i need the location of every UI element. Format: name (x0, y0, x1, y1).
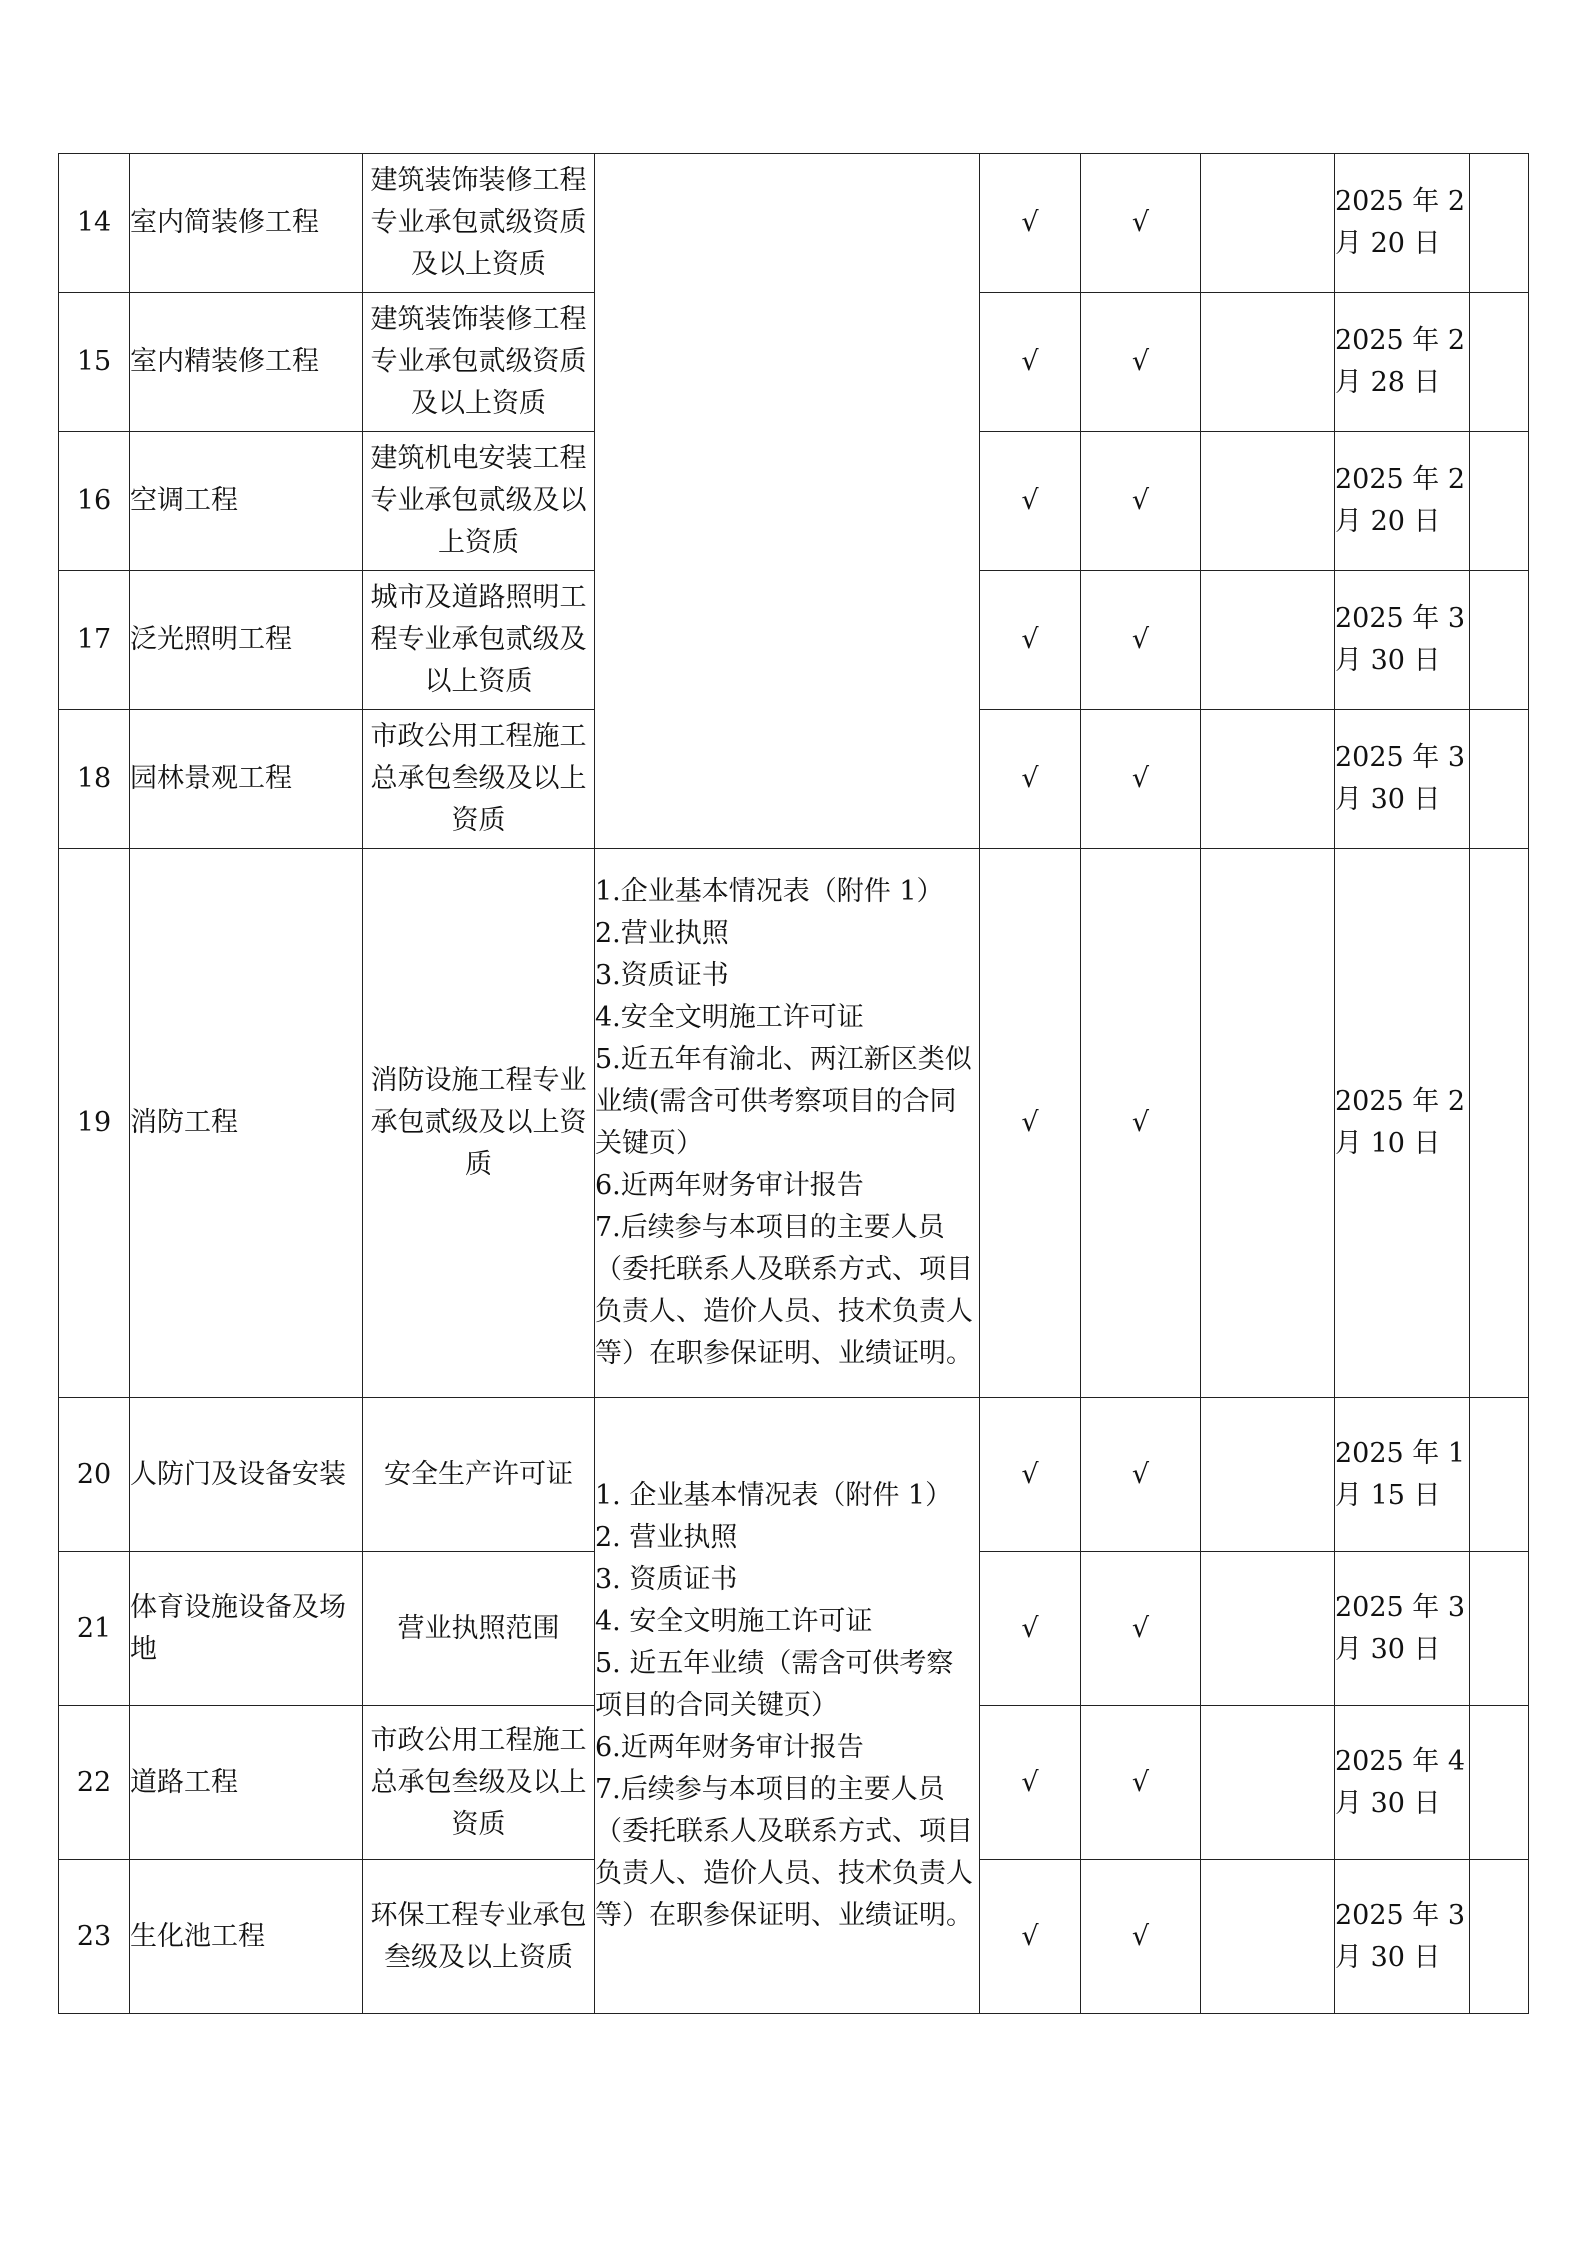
qualification: 建筑机电安装工程专业承包贰级及以上资质 (363, 432, 595, 571)
project-name: 道路工程 (130, 1706, 363, 1860)
project-name: 人防门及设备安装 (130, 1398, 363, 1552)
qualification: 城市及道路照明工程专业承包贰级及以上资质 (363, 571, 595, 710)
check-mark: √ (1081, 1552, 1201, 1706)
deadline-date (1335, 293, 1470, 432)
check-mark: √ (980, 432, 1081, 571)
date-line-2: 月 30 日 (1335, 1633, 1441, 1665)
date-line-1: 2025 年 2 (1335, 325, 1466, 356)
check-mark: √ (1081, 432, 1201, 571)
date-line-2: 月 20 日 (1335, 506, 1441, 537)
check-mark: √ (980, 1398, 1081, 1552)
check-mark: √ (1081, 1398, 1201, 1552)
row-index: 23 (59, 1860, 130, 2014)
date-line-2: 月 30 日 (1335, 1941, 1441, 1973)
qualification: 建筑装饰装修工程专业承包贰级资质及以上资质 (363, 154, 595, 293)
table-row (59, 154, 1529, 293)
doc-item: 7.后续参与本项目的主要人员（委托联系人及联系方式、项目负责人、造价人员、技术负责人等）在职参保证明、业绩证明。 (595, 1773, 973, 1931)
docs-cell-empty (595, 154, 980, 849)
tender-requirements-table (58, 153, 1529, 2014)
deadline-date (1335, 849, 1470, 1398)
check-mark: √ (1081, 1860, 1201, 2014)
deadline-date (1335, 1398, 1470, 1552)
deadline-date (1335, 154, 1470, 293)
date-line-1: 2025 年 2 (1335, 186, 1466, 217)
date-line-1: 2025 年 3 (1335, 603, 1466, 634)
blank-cell (1201, 571, 1335, 710)
project-name: 泛光照明工程 (130, 571, 363, 710)
remark-cell (1470, 154, 1529, 293)
row-index: 17 (59, 571, 130, 710)
deadline-date (1335, 432, 1470, 571)
qualification: 市政公用工程施工总承包叁级及以上资质 (363, 710, 595, 849)
date-line-1: 2025 年 1 (1335, 1437, 1466, 1469)
doc-item: 5.近五年有渝北、两江新区类似业绩(需含可供考察项目的合同关键页） (595, 1044, 972, 1159)
required-documents (595, 849, 980, 1398)
check-mark: √ (1081, 849, 1201, 1398)
doc-item: 6.近两年财务审计报告 (595, 1170, 864, 1201)
doc-item: 6.近两年财务审计报告 (595, 1731, 864, 1763)
check-mark: √ (1081, 710, 1201, 849)
date-line-1: 2025 年 3 (1335, 1899, 1466, 1931)
doc-item: 1.企业基本情况表（附件 1） (595, 876, 944, 907)
remark-cell (1470, 1860, 1529, 2014)
project-name: 室内简装修工程 (130, 154, 363, 293)
check-mark: √ (980, 1706, 1081, 1860)
remark-cell (1470, 1706, 1529, 1860)
deadline-date (1335, 1860, 1470, 2014)
blank-cell (1201, 1552, 1335, 1706)
check-mark: √ (1081, 1706, 1201, 1860)
doc-item: 2. 营业执照 (595, 1521, 738, 1553)
doc-item: 1. 企业基本情况表（附件 1） (595, 1479, 953, 1511)
date-line-2: 月 30 日 (1335, 645, 1441, 676)
date-line-2: 月 10 日 (1335, 1128, 1441, 1159)
deadline-date (1335, 1706, 1470, 1860)
check-mark: √ (980, 710, 1081, 849)
date-line-2: 月 15 日 (1335, 1479, 1441, 1511)
blank-cell (1201, 710, 1335, 849)
row-index: 22 (59, 1706, 130, 1860)
blank-cell (1201, 1860, 1335, 2014)
check-mark: √ (980, 1860, 1081, 2014)
doc-item: 4. 安全文明施工许可证 (595, 1605, 873, 1637)
qualification: 营业执照范围 (363, 1552, 595, 1706)
blank-cell (1201, 1706, 1335, 1860)
table-row (59, 849, 1529, 1398)
qualification: 消防设施工程专业承包贰级及以上资质 (363, 849, 595, 1398)
check-mark: √ (980, 293, 1081, 432)
blank-cell (1201, 1398, 1335, 1552)
remark-cell (1470, 1552, 1529, 1706)
date-line-1: 2025 年 4 (1335, 1745, 1466, 1777)
row-index: 16 (59, 432, 130, 571)
date-line-1: 2025 年 2 (1335, 464, 1466, 495)
date-line-2: 月 28 日 (1335, 367, 1441, 398)
row-index: 21 (59, 1552, 130, 1706)
date-line-1: 2025 年 3 (1335, 1591, 1466, 1623)
deadline-date (1335, 710, 1470, 849)
remark-cell (1470, 710, 1529, 849)
doc-item: 5. 近五年业绩（需含可供考察项目的合同关键页） (595, 1647, 954, 1721)
check-mark: √ (980, 154, 1081, 293)
row-index: 18 (59, 710, 130, 849)
check-mark: √ (980, 849, 1081, 1398)
check-mark: √ (1081, 154, 1201, 293)
check-mark: √ (980, 1552, 1081, 1706)
blank-cell (1201, 154, 1335, 293)
required-documents (595, 1398, 980, 2014)
doc-item: 3.资质证书 (595, 960, 729, 991)
date-line-2: 月 30 日 (1335, 1787, 1441, 1819)
row-index: 15 (59, 293, 130, 432)
project-name: 空调工程 (130, 432, 363, 571)
blank-cell (1201, 293, 1335, 432)
blank-cell (1201, 432, 1335, 571)
remark-cell (1470, 293, 1529, 432)
doc-item: 7.后续参与本项目的主要人员（委托联系人及联系方式、项目负责人、造价人员、技术负责人等）在职参保证明、业绩证明。 (595, 1212, 973, 1369)
project-name: 园林景观工程 (130, 710, 363, 849)
remark-cell (1470, 849, 1529, 1398)
check-mark: √ (980, 571, 1081, 710)
qualification: 建筑装饰装修工程专业承包贰级资质及以上资质 (363, 293, 595, 432)
blank-cell (1201, 849, 1335, 1398)
deadline-date (1335, 571, 1470, 710)
remark-cell (1470, 571, 1529, 710)
date-line-1: 2025 年 3 (1335, 742, 1466, 773)
date-line-2: 月 20 日 (1335, 228, 1441, 259)
date-line-1: 2025 年 2 (1335, 1086, 1466, 1117)
row-index: 20 (59, 1398, 130, 1552)
doc-item: 2.营业执照 (595, 918, 729, 949)
project-name: 体育设施设备及场地 (130, 1552, 363, 1706)
deadline-date (1335, 1552, 1470, 1706)
table-row (59, 1398, 1529, 1552)
project-name: 生化池工程 (130, 1860, 363, 2014)
date-line-2: 月 30 日 (1335, 784, 1441, 815)
doc-item: 3. 资质证书 (595, 1563, 738, 1595)
qualification: 安全生产许可证 (363, 1398, 595, 1552)
remark-cell (1470, 1398, 1529, 1552)
row-index: 14 (59, 154, 130, 293)
remark-cell (1470, 432, 1529, 571)
qualification: 环保工程专业承包叁级及以上资质 (363, 1860, 595, 2014)
check-mark: √ (1081, 571, 1201, 710)
check-mark: √ (1081, 293, 1201, 432)
qualification: 市政公用工程施工总承包叁级及以上资质 (363, 1706, 595, 1860)
project-name: 室内精装修工程 (130, 293, 363, 432)
project-name: 消防工程 (130, 849, 363, 1398)
row-index: 19 (59, 849, 130, 1398)
doc-item: 4.安全文明施工许可证 (595, 1002, 864, 1033)
